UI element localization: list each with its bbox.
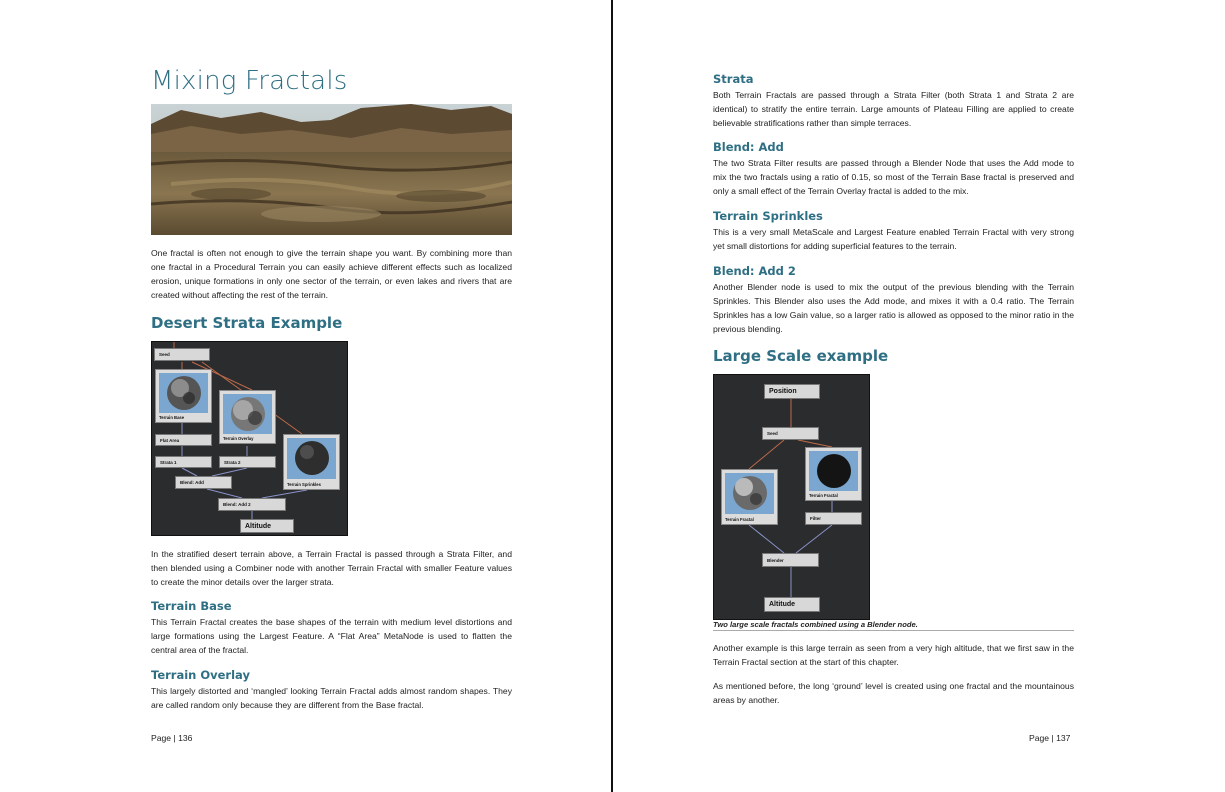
node-terrain-overlay[interactable] (219, 390, 276, 444)
node-terrain-base-label: Terrain Base (159, 415, 185, 420)
node-position[interactable] (764, 384, 820, 399)
node-strata-1-label: Strata 1 (160, 459, 177, 465)
node-altitude-label: Altitude (769, 601, 796, 608)
node-blend-add-2-label: Blend: Add 2 (223, 502, 251, 507)
sphere-preview (287, 438, 336, 479)
heading-terrain-base: Terrain Base (151, 599, 232, 613)
node-strata-2[interactable] (219, 456, 276, 468)
node-strata-1[interactable] (155, 456, 212, 468)
strata-paragraph: Both Terrain Fractals are passed through a Strata Filter (both Strata 1 and Strata 2 are identical) to stratify the entire terrain. Large amounts of Plateau Filling are applied to create believable stratifications rather than simple terraces. (713, 90, 1074, 128)
node-altitude[interactable] (240, 519, 294, 533)
page-title: Mixing Fractals (151, 66, 348, 96)
node-altitude-label: Altitude (245, 522, 272, 530)
node-terrain-fractal-right-label: Terrain Fractal (809, 493, 838, 498)
node-altitude[interactable] (764, 597, 820, 612)
desert-strata-paragraph: In the stratified desert terrain above, a Terrain Fractal is passed through a Strata Filter, and then blended using a Combiner node with another Terrain Fractal with smaller Feature values to create the minor details over the larger strata. (151, 549, 512, 587)
node-flat-area-label: Flat Area (160, 437, 180, 443)
node-filter-label: Filter (810, 516, 822, 521)
sphere-preview (809, 451, 858, 491)
heading-terrain-sprinkles: Terrain Sprinkles (713, 209, 823, 223)
large-scale-paragraph-2: As mentioned before, the long ‘ground’ level is created using one fractal and the mountainous areas by another. (713, 681, 1074, 705)
right-page (613, 0, 1225, 792)
blend-add-2-paragraph: Another Blender node is used to mix the output of the previous blending with the Terrain Sprinkles. This Blender also uses the Add mode, and mixes it with a 0.4 ratio. The Terrain Sprinkles has a low Gain value, so a larger ratio is allowed as opposed to the minor ratio in the previous blending. (713, 282, 1074, 334)
intro-paragraph: One fractal is often not enough to give the terrain shape you want. By combining more than one fractal in a Procedural Terrain you can easily achieve different effects such as localized erosion, unique formations in only one sector of the terrain, or even lakes and rivers that are created without affecting the rest of the terrain. (151, 248, 512, 300)
node-filter[interactable] (805, 512, 862, 525)
node-position-label: Position (769, 388, 797, 395)
blend-add-paragraph: The two Strata Filter results are passed through a Blender Node that uses the Add mode to mix the two fractals using a ratio of 0.15, so most of the Terrain Base fractal is preserved and only a small effect of the Terrain Overlay fractal is added to the mix. (713, 158, 1074, 196)
heading-terrain-overlay: Terrain Overlay (151, 668, 250, 682)
large-scale-node-graph (713, 374, 870, 620)
node-terrain-fractal-left[interactable] (721, 469, 778, 525)
node-terrain-fractal-left-label: Terrain Fractal (725, 517, 754, 522)
terrain-base-paragraph: This Terrain Fractal creates the base shapes of the terrain with medium level distortions and large formations using the Largest Feature. A “Flat Area” MetaNode is used to flatten the central area of the fractal. (151, 617, 512, 655)
node-seed-label: Seed (767, 431, 778, 436)
desert-strata-node-graph (151, 341, 348, 536)
node-terrain-sprinkles-label: Terrain Sprinkles (287, 482, 321, 487)
node-blender-label: Blender (767, 557, 784, 563)
sphere-preview (223, 394, 272, 434)
large-scale-paragraph-1: Another example is this large terrain as seen from a very high altitude, that we first saw in the Terrain Fractal section at the start of this chapter. (713, 643, 1074, 667)
node-strata-2-label: Strata 2 (224, 459, 241, 465)
node-terrain-overlay-label: Terrain Overlay (223, 436, 254, 441)
heading-strata: Strata (713, 72, 754, 86)
node-flat-area[interactable] (155, 434, 212, 446)
terrain-photo (151, 104, 512, 235)
node-seed-label: Seed (159, 352, 170, 357)
heading-blend-add: Blend: Add (713, 140, 784, 154)
node-seed[interactable] (154, 348, 210, 361)
page-number-right: Page | 137 (1029, 733, 1071, 743)
node-blender[interactable] (762, 553, 819, 567)
section-heading-large-scale: Large Scale example (713, 347, 889, 365)
node-blend-add[interactable] (175, 476, 232, 489)
left-page (0, 0, 611, 792)
node-terrain-fractal-right[interactable] (805, 447, 862, 501)
heading-blend-add-2: Blend: Add 2 (713, 264, 796, 278)
section-heading-desert-strata: Desert Strata Example (151, 314, 343, 332)
page-number-left: Page | 136 (151, 733, 193, 743)
sphere-preview (159, 373, 208, 413)
node-blend-add-label: Blend: Add (180, 480, 204, 485)
node-terrain-sprinkles[interactable] (283, 434, 340, 490)
node-terrain-base[interactable] (155, 369, 212, 423)
sphere-preview (725, 473, 774, 514)
node-seed[interactable] (762, 427, 819, 440)
terrain-sprinkles-paragraph: This is a very small MetaScale and Largest Feature enabled Terrain Fractal with very strong yet small distortions for adding superficial features to the terrain. (713, 227, 1074, 251)
figure-caption: Two large scale fractals combined using a Blender node. (713, 620, 1074, 631)
terrain-overlay-paragraph: This largely distorted and ‘mangled’ looking Terrain Fractal adds almost random shapes. They are called random only because they are different from the Base fractal. (151, 686, 512, 710)
node-blend-add-2[interactable] (218, 498, 286, 511)
